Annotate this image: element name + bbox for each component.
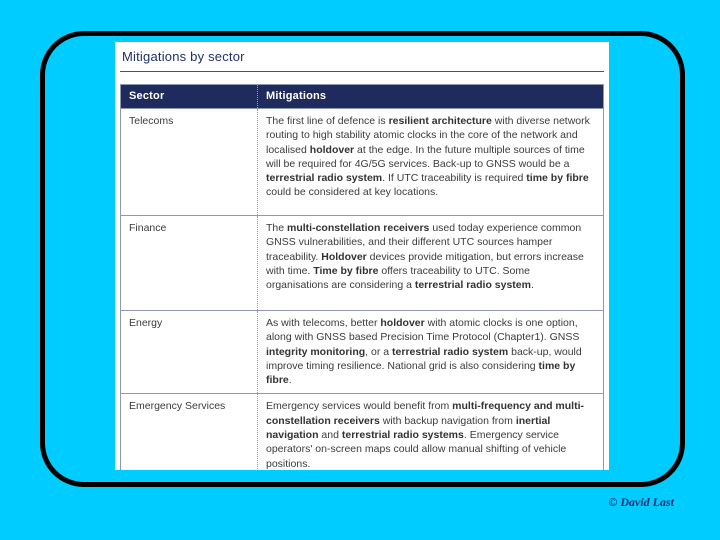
content-panel — [115, 42, 609, 470]
table-row — [121, 216, 604, 311]
sector-cell: Telecoms — [121, 109, 258, 216]
table-row — [121, 109, 604, 216]
sector-cell: Finance — [121, 216, 258, 311]
table-header-row — [121, 85, 604, 109]
mitigation-cell: Emergency services would benefit from multi-frequency and multi-constellation receivers with backup navigation from inertial navigation and terrestrial radio systems. Emergency service operators' on-screen maps could allow manual shifting of vehicle positions. — [258, 394, 604, 470]
mitigation-cell: The multi-constellation receivers used today experience common GNSS vulnerabilities, and their different UTC sources hamper traceability. Holdover devices provide mitigation, but errors increase with time. Time by fibre offers traceability to UTC. Some organisations are considering a terrestrial radio system. — [258, 216, 604, 311]
mitigations-table — [120, 84, 604, 470]
column-header-sector: Sector — [121, 85, 258, 109]
title-divider — [120, 71, 604, 72]
sector-cell: Energy — [121, 311, 258, 394]
table-row — [121, 311, 604, 394]
table-row — [121, 394, 604, 470]
mitigation-cell: As with telecoms, better holdover with atomic clocks is one option, along with GNSS based Precision Time Protocol (Chapter1). GNSS integrity monitoring, or a terrestrial radio system back-up, would improve timing resilience. National grid is also considering time by fibre. — [258, 311, 604, 394]
copyright-text: © David Last — [608, 495, 674, 509]
column-header-mitigations: Mitigations — [258, 85, 604, 109]
page-title: Mitigations by sector — [122, 49, 245, 64]
mitigation-cell: The first line of defence is resilient architecture with diverse network routing to high stability atomic clocks in the core of the network and localised holdover at the edge. In the future multiple sources of time will be required for 4G/5G services. Back-up to GNSS would be a terrestrial radio system. If UTC traceability is required time by fibre could be considered at key locations. — [258, 109, 604, 216]
sector-cell: Emergency Services — [121, 394, 258, 470]
